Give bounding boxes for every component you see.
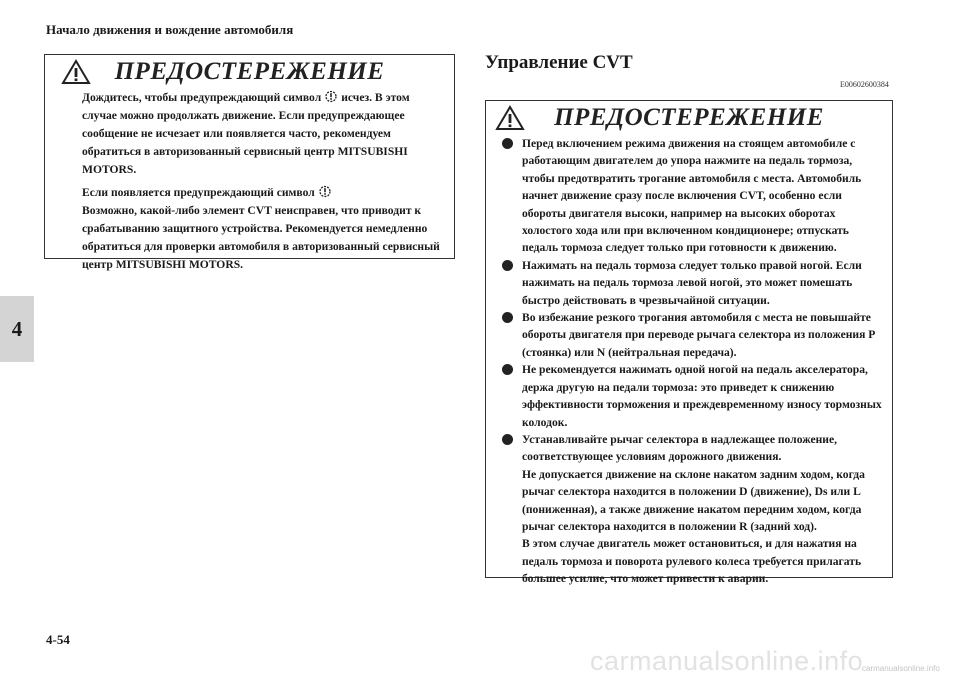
chapter-tab: 4 (0, 296, 34, 362)
page-header: Начало движения и вождение автомобиля (46, 22, 294, 37)
warning-box-right (485, 100, 893, 586)
warning-item-text: Перед включением режима движения на стоящем автомобиле с работающим двигателем до упора нажмите на педаль тормоза, чтобы предотвратить трогание автомобиля с места. Автомобиль начнет движение сразу после включения CVT, особенно если обороты двигателя высоки, например на высоких оборотах холостого хода или при включенном кондиционере; отпускать педаль тормоза следует только при готовности к движению. (522, 137, 862, 255)
warning-item-text: Не допускается движение на склоне накатом задним ходом, когда рычаг селектора находится в положении D (движение), Ds или L (пониженная), а также движение накатом передним ходом, когда рычаг селектора находится в положении R (задний ход). (522, 467, 865, 533)
warning-paragraph (82, 184, 442, 274)
watermark-small: carmanualsonline.info (862, 664, 940, 673)
warning-item (522, 361, 884, 431)
section-title: Управление CVT (485, 52, 633, 73)
warning-box-left (44, 54, 455, 271)
paragraph-text: Возможно, какой-либо элемент CVT неисправен, что приводит к срабатыванию защитного устройства. Рекомендуется немедленно обратиться для проверки автомобиля в авторизованный сервисный центр MITSUBISHI MOTORS. (82, 204, 440, 271)
section-code: E00602600384 (840, 80, 889, 89)
bullet-icon (502, 312, 513, 323)
bullet-icon (502, 138, 513, 149)
warning-item (522, 257, 884, 309)
warning-paragraph (82, 89, 442, 179)
paragraph-text: Если появляется предупреждающий символ (82, 186, 315, 199)
warning-item-text: Устанавливайте рычаг селектора в надлежащее положение, соответствующее условиям дорожного движения. (522, 432, 838, 464)
warning-heading-text: ПРЕДОСТЕРЕЖЕНИЕ (114, 58, 385, 85)
warning-heading (486, 101, 892, 135)
warning-item (522, 135, 884, 257)
warning-heading (45, 55, 454, 89)
warning-item-text: Во избежание резкого трогания автомобиля с места не повышайте обороты двигателя при переводе рычага селектора из положения P (стоянка) или N (нейтральная передача). (522, 311, 875, 359)
warning-heading-text: ПРЕДОСТЕРЕЖЕНИЕ (554, 104, 824, 131)
transmission-warning-icon (323, 89, 339, 104)
bullet-icon (502, 364, 513, 375)
warning-item-text: Не рекомендуется нажимать одной ногой на педаль акселератора, держа другую на педали тормоза: это приведет к снижению эффективности торможения и преждевременному износу тормозных колодок. (522, 363, 882, 429)
warning-triangle-icon (61, 59, 91, 85)
warning-body (45, 89, 454, 274)
paragraph-text: исчез. В этом случае можно продолжать движение. Если предупреждающее сообщение не исчезает или появляется часто, рекомендуем обратиться в авторизованный сервисный центр MITSUBISHI MOTORS. (82, 91, 410, 176)
warning-triangle-icon (495, 105, 525, 131)
bullet-icon (502, 260, 513, 271)
warning-item-text: Нажимать на педаль тормоза следует только правой ногой. Если нажимать на педаль тормоза левой ногой, это может помешать быстро действовать в чрезвычайной ситуации. (522, 258, 862, 307)
warning-item-text: В этом случае двигатель может остановиться, и для нажатия на педаль тормоза и поворота рулевого колеса требуется прилагать большее усилие, что может привести к аварии. (522, 537, 862, 586)
warning-item (522, 431, 884, 588)
transmission-warning-icon (317, 184, 333, 199)
warning-body (486, 135, 892, 588)
paragraph-text: Дождитесь, чтобы предупреждающий символ (82, 91, 322, 104)
bullet-icon (502, 434, 513, 445)
warning-item (522, 309, 884, 361)
watermark: carmanualsonline.info (590, 646, 864, 676)
page-number: 4-54 (46, 632, 70, 647)
